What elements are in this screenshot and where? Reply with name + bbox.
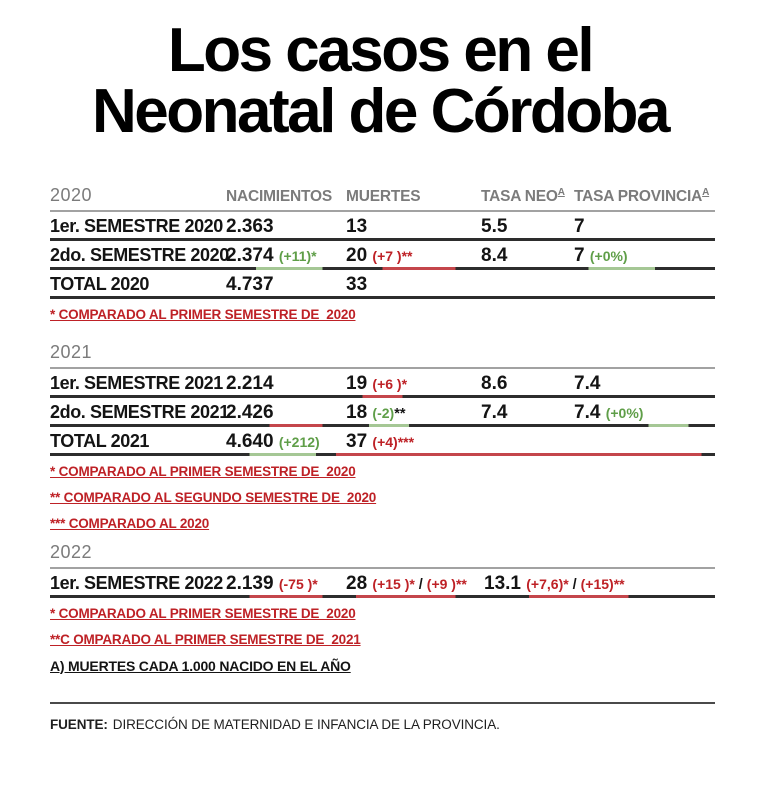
year-label: 2022	[50, 541, 93, 562]
row-label: TOTAL 2021	[50, 430, 150, 451]
table-header-row	[50, 342, 715, 369]
cell-value: 13	[346, 215, 368, 237]
source-text: DIRECCIÓN DE MATERNIDAD E INFANCIA DE LA PROVINCIA.	[112, 716, 500, 732]
cell-value: 2.214	[226, 372, 274, 394]
cell	[346, 245, 481, 267]
cell	[346, 216, 481, 238]
year-label: 2020	[50, 184, 93, 205]
cell	[226, 245, 346, 267]
row-underline	[50, 453, 715, 456]
superscript-note-marker: A	[557, 186, 565, 198]
year-label: 2021	[50, 341, 93, 362]
column-header-muertes: MUERTES	[346, 187, 421, 205]
row-label: TOTAL 2020	[50, 273, 150, 294]
footnotes	[50, 307, 715, 322]
cell-value: 33	[346, 273, 368, 295]
cell-value: 2.363	[226, 215, 274, 237]
table-2021	[50, 342, 715, 531]
table-2022	[50, 542, 715, 647]
cell	[226, 216, 346, 238]
table-2020	[50, 185, 715, 322]
cell-value: 4.640	[226, 430, 279, 452]
cell-value: 19	[346, 372, 373, 394]
row-label: 1er. SEMESTRE 2022	[50, 572, 223, 593]
change-annotation: (+0%)	[589, 247, 628, 264]
footnote: * COMPARADO AL PRIMER SEMESTRE DE 2020	[50, 463, 356, 479]
cell-value: 7.4	[481, 401, 508, 423]
table-header-row	[50, 542, 715, 569]
cell	[226, 431, 346, 453]
change-annotation: (+15 )*	[372, 575, 419, 592]
cell	[346, 402, 481, 424]
change-annotation: (+0%)	[605, 404, 644, 421]
cell-value: 20	[346, 244, 373, 266]
column-header-tasa-neo: TASA $NEO^A$	[481, 186, 565, 205]
table-header-row	[50, 185, 715, 212]
cell	[346, 573, 484, 595]
change-annotation: (+6 )*	[372, 375, 408, 392]
row-label: 2do. SEMESTRE 2020	[50, 244, 229, 265]
cell	[574, 402, 715, 424]
column-header-nacimientos: NACIMIENTOS	[226, 187, 333, 205]
cell-value: 37	[346, 430, 373, 452]
cell	[481, 402, 574, 424]
cell	[346, 431, 481, 453]
row-label: 1er. SEMESTRE 2020	[50, 215, 223, 236]
cell	[226, 402, 346, 424]
table-row	[50, 569, 715, 598]
table-row	[50, 241, 715, 270]
cell-value: /	[572, 576, 581, 593]
footer-divider	[50, 702, 715, 704]
cell-value: 4.737	[226, 273, 274, 295]
cell-value: 7.4	[574, 372, 601, 394]
row-underline	[50, 296, 715, 299]
content	[50, 185, 715, 732]
cell-value: 8.4	[481, 244, 508, 266]
cell	[226, 373, 346, 395]
footnotes	[50, 464, 715, 531]
change-annotation: (+7,6)*	[526, 575, 573, 592]
cell-value: 7.4	[574, 401, 606, 423]
cell-value: 13.1	[484, 572, 527, 594]
cell	[481, 216, 574, 238]
row-underline	[50, 595, 715, 598]
cell	[346, 373, 481, 395]
cell	[226, 573, 346, 595]
cell	[574, 373, 715, 395]
change-annotation: (+9 )**	[426, 575, 467, 592]
change-annotation: (+4)***	[372, 433, 415, 450]
footnote: * COMPARADO AL PRIMER SEMESTRE DE 2020	[50, 306, 356, 322]
cell	[481, 373, 574, 395]
source-label: FUENTE:	[50, 716, 108, 732]
cell-value: 18	[346, 401, 373, 423]
superscript-note-marker: A	[702, 186, 710, 198]
footnote: *** COMPARADO AL 2020	[50, 515, 210, 531]
change-annotation: (-75 )*	[278, 575, 318, 592]
change-annotation: (+11)*	[278, 247, 317, 264]
cell-value: 8.6	[481, 372, 508, 394]
page-title-line2: Neonatal de Córdoba	[91, 77, 668, 147]
cell-value: 28	[346, 572, 373, 594]
change-annotation: (-2)	[372, 404, 395, 421]
table-row	[50, 427, 715, 456]
cell-value: 7	[574, 244, 590, 266]
change-annotation: (+15)**	[580, 575, 625, 592]
change-annotation: (+7 )**	[372, 247, 413, 264]
footnote: ** COMPARADO AL SEGUNDO SEMESTRE DE 2020	[50, 489, 377, 505]
cell-value: 2.139	[226, 572, 279, 594]
footnote: **C OMPARADO AL PRIMER SEMESTRE DE 2021	[50, 631, 361, 647]
cell	[484, 573, 715, 595]
table-row	[50, 270, 715, 299]
row-label: 1er. SEMESTRE 2021	[50, 372, 223, 393]
footnote: * COMPARADO AL PRIMER SEMESTRE DE 2020	[50, 605, 356, 621]
row-label: 2do. SEMESTRE 2021	[50, 401, 229, 422]
cell-value: 5.5	[481, 215, 508, 237]
cell	[574, 216, 715, 238]
cell	[346, 274, 481, 296]
cell-value: **	[394, 405, 406, 422]
cell-value: 2.374	[226, 244, 279, 266]
cell	[481, 245, 574, 267]
cell-value: 7	[574, 215, 585, 237]
change-annotation: (+212)	[278, 433, 320, 450]
cell-value: /	[418, 576, 427, 593]
page-title-line1: Los casos en el	[167, 16, 593, 85]
table-row	[50, 398, 715, 427]
table-row	[50, 212, 715, 241]
page-title	[0, 16, 760, 147]
cell	[574, 245, 715, 267]
rate-definition-note: A) MUERTES CADA 1.000 NACIDO EN EL AÑO	[50, 657, 351, 674]
cell	[226, 274, 346, 296]
cell-value: 2.426	[226, 401, 274, 423]
source-line	[50, 717, 715, 732]
footnotes	[50, 606, 715, 647]
table-row	[50, 369, 715, 398]
column-header-tasa-provincia: TASA $PROVINCIA^A$	[574, 186, 710, 205]
